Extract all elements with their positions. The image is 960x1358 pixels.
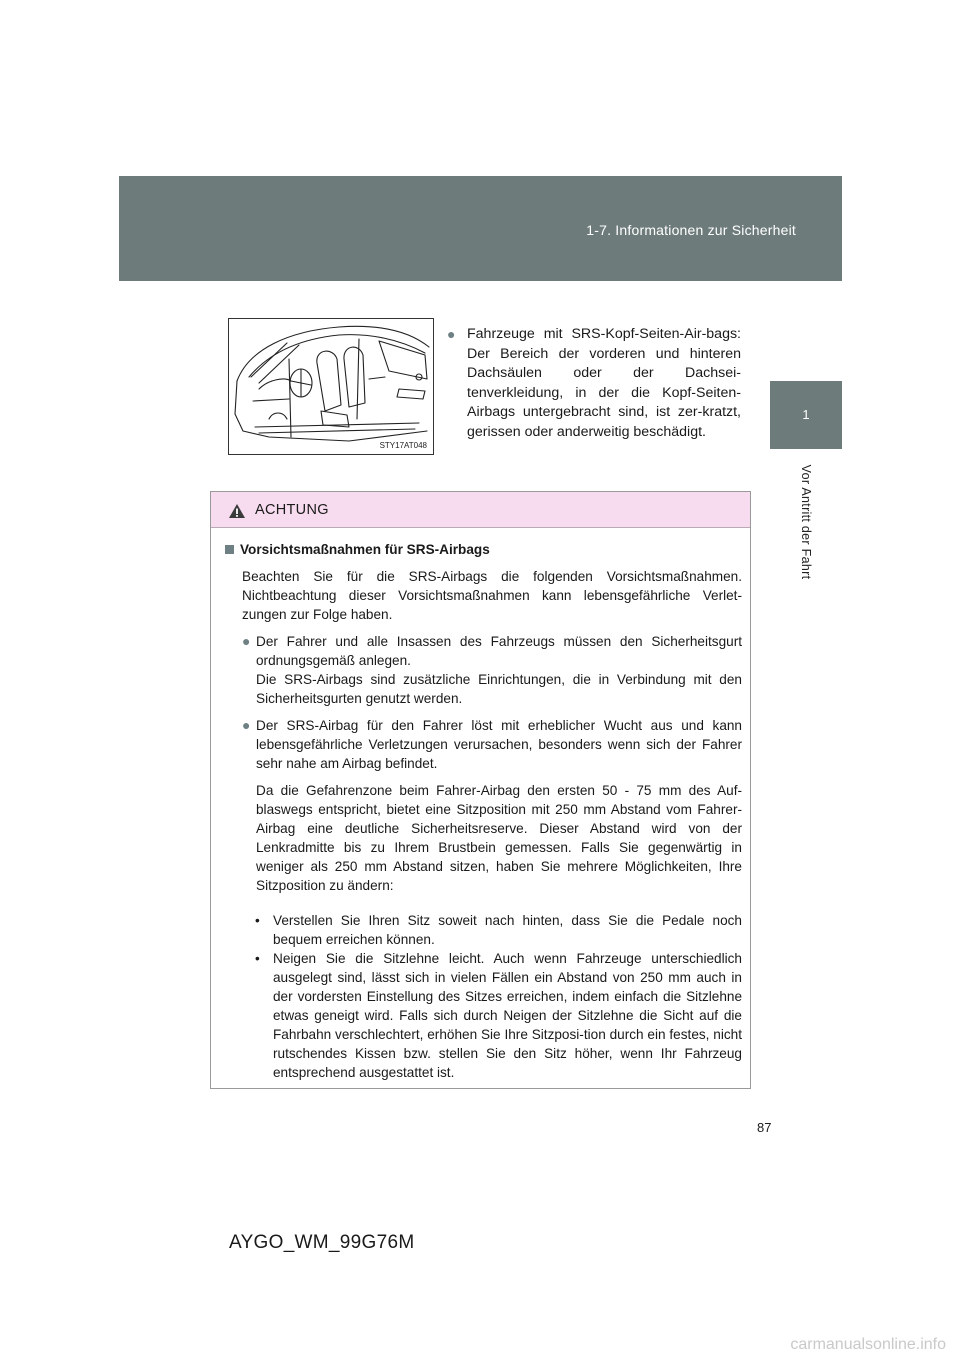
bullet-dot-icon: ●	[242, 717, 251, 733]
intro-bullet	[447, 325, 741, 443]
list-item: • Verstellen Sie Ihren Sitz soweit nach hinten, dass Sie die Pedale noch bequem erreichen können.	[255, 913, 742, 947]
chapter-tab	[770, 381, 842, 449]
list-item: • Neigen Sie die Sitzlehne leicht. Auch wenn Fahrzeuge unterschiedlich ausgelegt sind, lässt sich in vielen Fällen ein Abstand von 250 mm auch in der vordersten Einstellung des Sitzes erreichen, indem einfach die Sitzlehne etwas geneigt wird. Falls sich durch Neigen der Sitzlehne die Sicht auf die Fahrbahn verschlechtert, erhöhen Sie Ihre Sitzposi-tion durch ein festes, nicht rutschendes Kissen bzw. stellen Sie den Sitz höher, wenn Ihr Fahrzeug entsprechend ausgestattet ist.	[255, 951, 742, 1080]
seat-adjust-list	[225, 911, 742, 1082]
square-bullet-icon	[225, 545, 234, 554]
watermark: carmanualsonline.info	[790, 1336, 946, 1353]
section-title: 1-7. Informationen zur Sicherheit	[586, 222, 796, 238]
bullet-dot-icon: ●	[242, 633, 251, 649]
bullet-dot-icon: ●	[447, 326, 456, 342]
document-code: AYGO_WM_99G76M	[229, 1232, 415, 1253]
precautions-heading	[225, 540, 742, 559]
warning-intro: Beachten Sie für die SRS-Airbags die folgenden Vorsichtsmaßnahmen. Nichtbeachtung dieser Vorsichtsmaßnahmen kann lebensgefährliche Verlet-zungen zur Folge haben.	[242, 569, 742, 622]
warning-bullet-2	[225, 716, 742, 903]
precautions-heading-text: Vorsichtsmaßnahmen für SRS-Airbags	[240, 542, 490, 557]
warning-label: ACHTUNG	[255, 502, 329, 518]
warning-header	[211, 492, 750, 528]
warning-box	[210, 491, 751, 1089]
section-header	[119, 176, 842, 281]
bullet-1-line-2: Die SRS-Airbags sind zusätzliche Einrichtungen, die in Verbindung mit den Sicherheitsgurten genutzt werden.	[256, 672, 742, 706]
intro-text: Fahrzeuge mit SRS-Kopf-Seiten-Air-bags: Der Bereich der vorderen und hinteren Dachsäulen oder der Dachsei-tenverkleidung, in der die Kopf-Seiten-Airbags untergebracht sind, ist zer-kratzt, gerissen oder anderweitig beschädigt.	[467, 326, 741, 440]
warning-triangle-icon	[228, 503, 246, 519]
chapter-number: 1	[802, 407, 810, 422]
car-interior-drawing	[229, 319, 433, 454]
warning-bullet-1	[225, 632, 742, 708]
illustration-code: STY17AT048	[379, 441, 427, 450]
bullet-2-detail: Da die Gefahrenzone beim Fahrer-Airbag den ersten 50 - 75 mm des Auf-blaswegs entspricht, bietet eine Sitzposition mit 250 mm Abstand vom Fahrer-Airbag eine deutliche Sicherheitsreserve. Dieser Abstand wird von der Lenkradmitte bis zu Ihrem Brustbein gemessen. Falls Sie gegenwärtig in weniger als 250 mm Abstand sitzen, haben Sie mehrere Möglichkeiten, Ihre Sitzposition zu ändern:	[256, 783, 742, 893]
car-interior-illustration	[228, 318, 434, 455]
bullet-2-text: Der SRS-Airbag für den Fahrer löst mit erheblicher Wucht aus und kann lebensgefährliche Verletzungen verursachen, besonders wenn sich der Fahrer sehr nahe am Airbag befindet.	[256, 718, 742, 771]
chapter-title: Vor Antritt der Fahrt	[799, 464, 813, 580]
bullet-1-line-1: Der Fahrer und alle Insassen des Fahrzeugs müssen den Sicherheitsgurt ordnungsgemäß anlegen.	[256, 634, 742, 668]
warning-body	[211, 528, 750, 1082]
page-number: 87	[757, 1120, 772, 1135]
